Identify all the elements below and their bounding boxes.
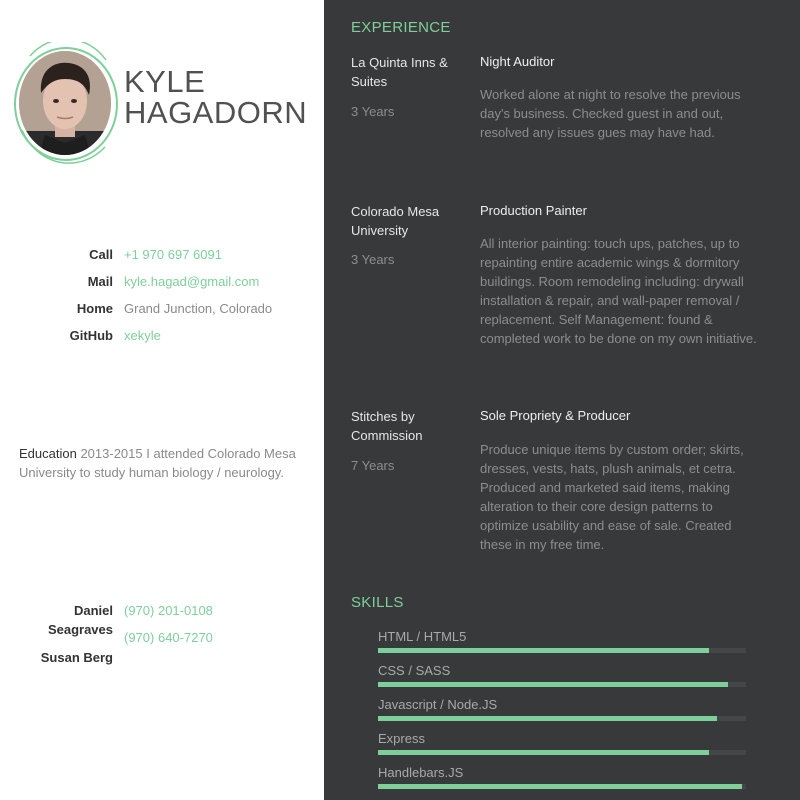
skill-label: CSS / SASS	[378, 663, 451, 678]
skill-label: HTML / HTML5	[378, 629, 467, 644]
job-title: Production Painter	[480, 203, 587, 218]
phone-link[interactable]: +1 970 697 6091	[124, 247, 222, 262]
reference-name: Daniel Seagraves	[47, 603, 113, 637]
job-years: 3 Years	[351, 104, 395, 119]
job-years: 7 Years	[351, 458, 395, 473]
skill-bar-fill	[378, 750, 709, 755]
education-text: 2013-2015 I attended Colorado Mesa University to study human biology / neurology.	[19, 446, 296, 480]
contact-github	[0, 328, 324, 348]
contact-label: GitHub	[69, 328, 113, 343]
person-name	[124, 66, 307, 128]
contact-label: Home	[76, 301, 113, 316]
reference-name: Susan Berg	[40, 650, 113, 665]
first-name: KYLE	[124, 64, 206, 99]
email-link[interactable]: kyle.hagad@gmail.com	[124, 274, 260, 289]
skill-label: Express	[378, 731, 425, 746]
skill-bar-track	[378, 750, 746, 755]
skill-bar-track	[378, 682, 746, 687]
job-description: Produce unique items by custom order; skirts, dresses, vests, hats, plush animals, et cetra. Produced and marketed said items, making alteration to their core design patterns to optimize usability and ease of sale. Created these in my free time.	[480, 442, 744, 552]
job-company: La Quinta Inns & Suites	[351, 55, 448, 89]
education-block	[19, 444, 299, 482]
job-years: 3 Years	[351, 252, 395, 267]
contact-home	[0, 301, 324, 321]
sidebar	[0, 0, 324, 800]
github-link[interactable]: xekyle	[124, 328, 161, 343]
profile-photo	[10, 42, 122, 166]
skill-bar-track	[378, 648, 746, 653]
job-description: All interior painting: touch ups, patches, up to repainting entire academic wings & dormitory buildings. Room remodeling including: drywall installation & repair, and wall-paper removal / replacement. Self Management: found & completed work to be done on my own initiative.	[480, 236, 757, 346]
contact-mail	[0, 274, 324, 294]
skill-bar-fill	[378, 648, 709, 653]
skill-bar-track	[378, 716, 746, 721]
job-title: Night Auditor	[480, 54, 555, 69]
reference-phone[interactable]: (970) 201-0108	[124, 603, 213, 618]
skills-title: SKILLS	[351, 594, 404, 611]
skill-label: Javascript / Node.JS	[378, 697, 498, 712]
skill-bar-fill	[378, 682, 728, 687]
job-company: Stitches by Commission	[351, 409, 423, 443]
job-company: Colorado Mesa University	[351, 204, 440, 238]
experience-title: EXPERIENCE	[351, 19, 451, 36]
last-name: HAGADORN	[124, 95, 308, 130]
education-label: Education	[19, 446, 77, 461]
job-description: Worked alone at night to resolve the previous day's business. Checked guest in and out, resolved any issues gues may have had.	[480, 87, 741, 140]
job-title: Sole Propriety & Producer	[480, 408, 631, 423]
reference-phone[interactable]: (970) 640-7270	[124, 630, 213, 645]
skill-bar-fill	[378, 784, 742, 789]
skill-bar-fill	[378, 716, 717, 721]
skill-label: Handlebars.JS	[378, 765, 464, 780]
contact-label: Call	[89, 247, 113, 262]
avatar	[19, 51, 111, 155]
contact-call	[0, 247, 324, 267]
main-panel	[324, 0, 800, 800]
contact-label: Mail	[87, 274, 113, 289]
skill-bar-track	[378, 784, 746, 789]
home-location: Grand Junction, Colorado	[124, 301, 273, 316]
